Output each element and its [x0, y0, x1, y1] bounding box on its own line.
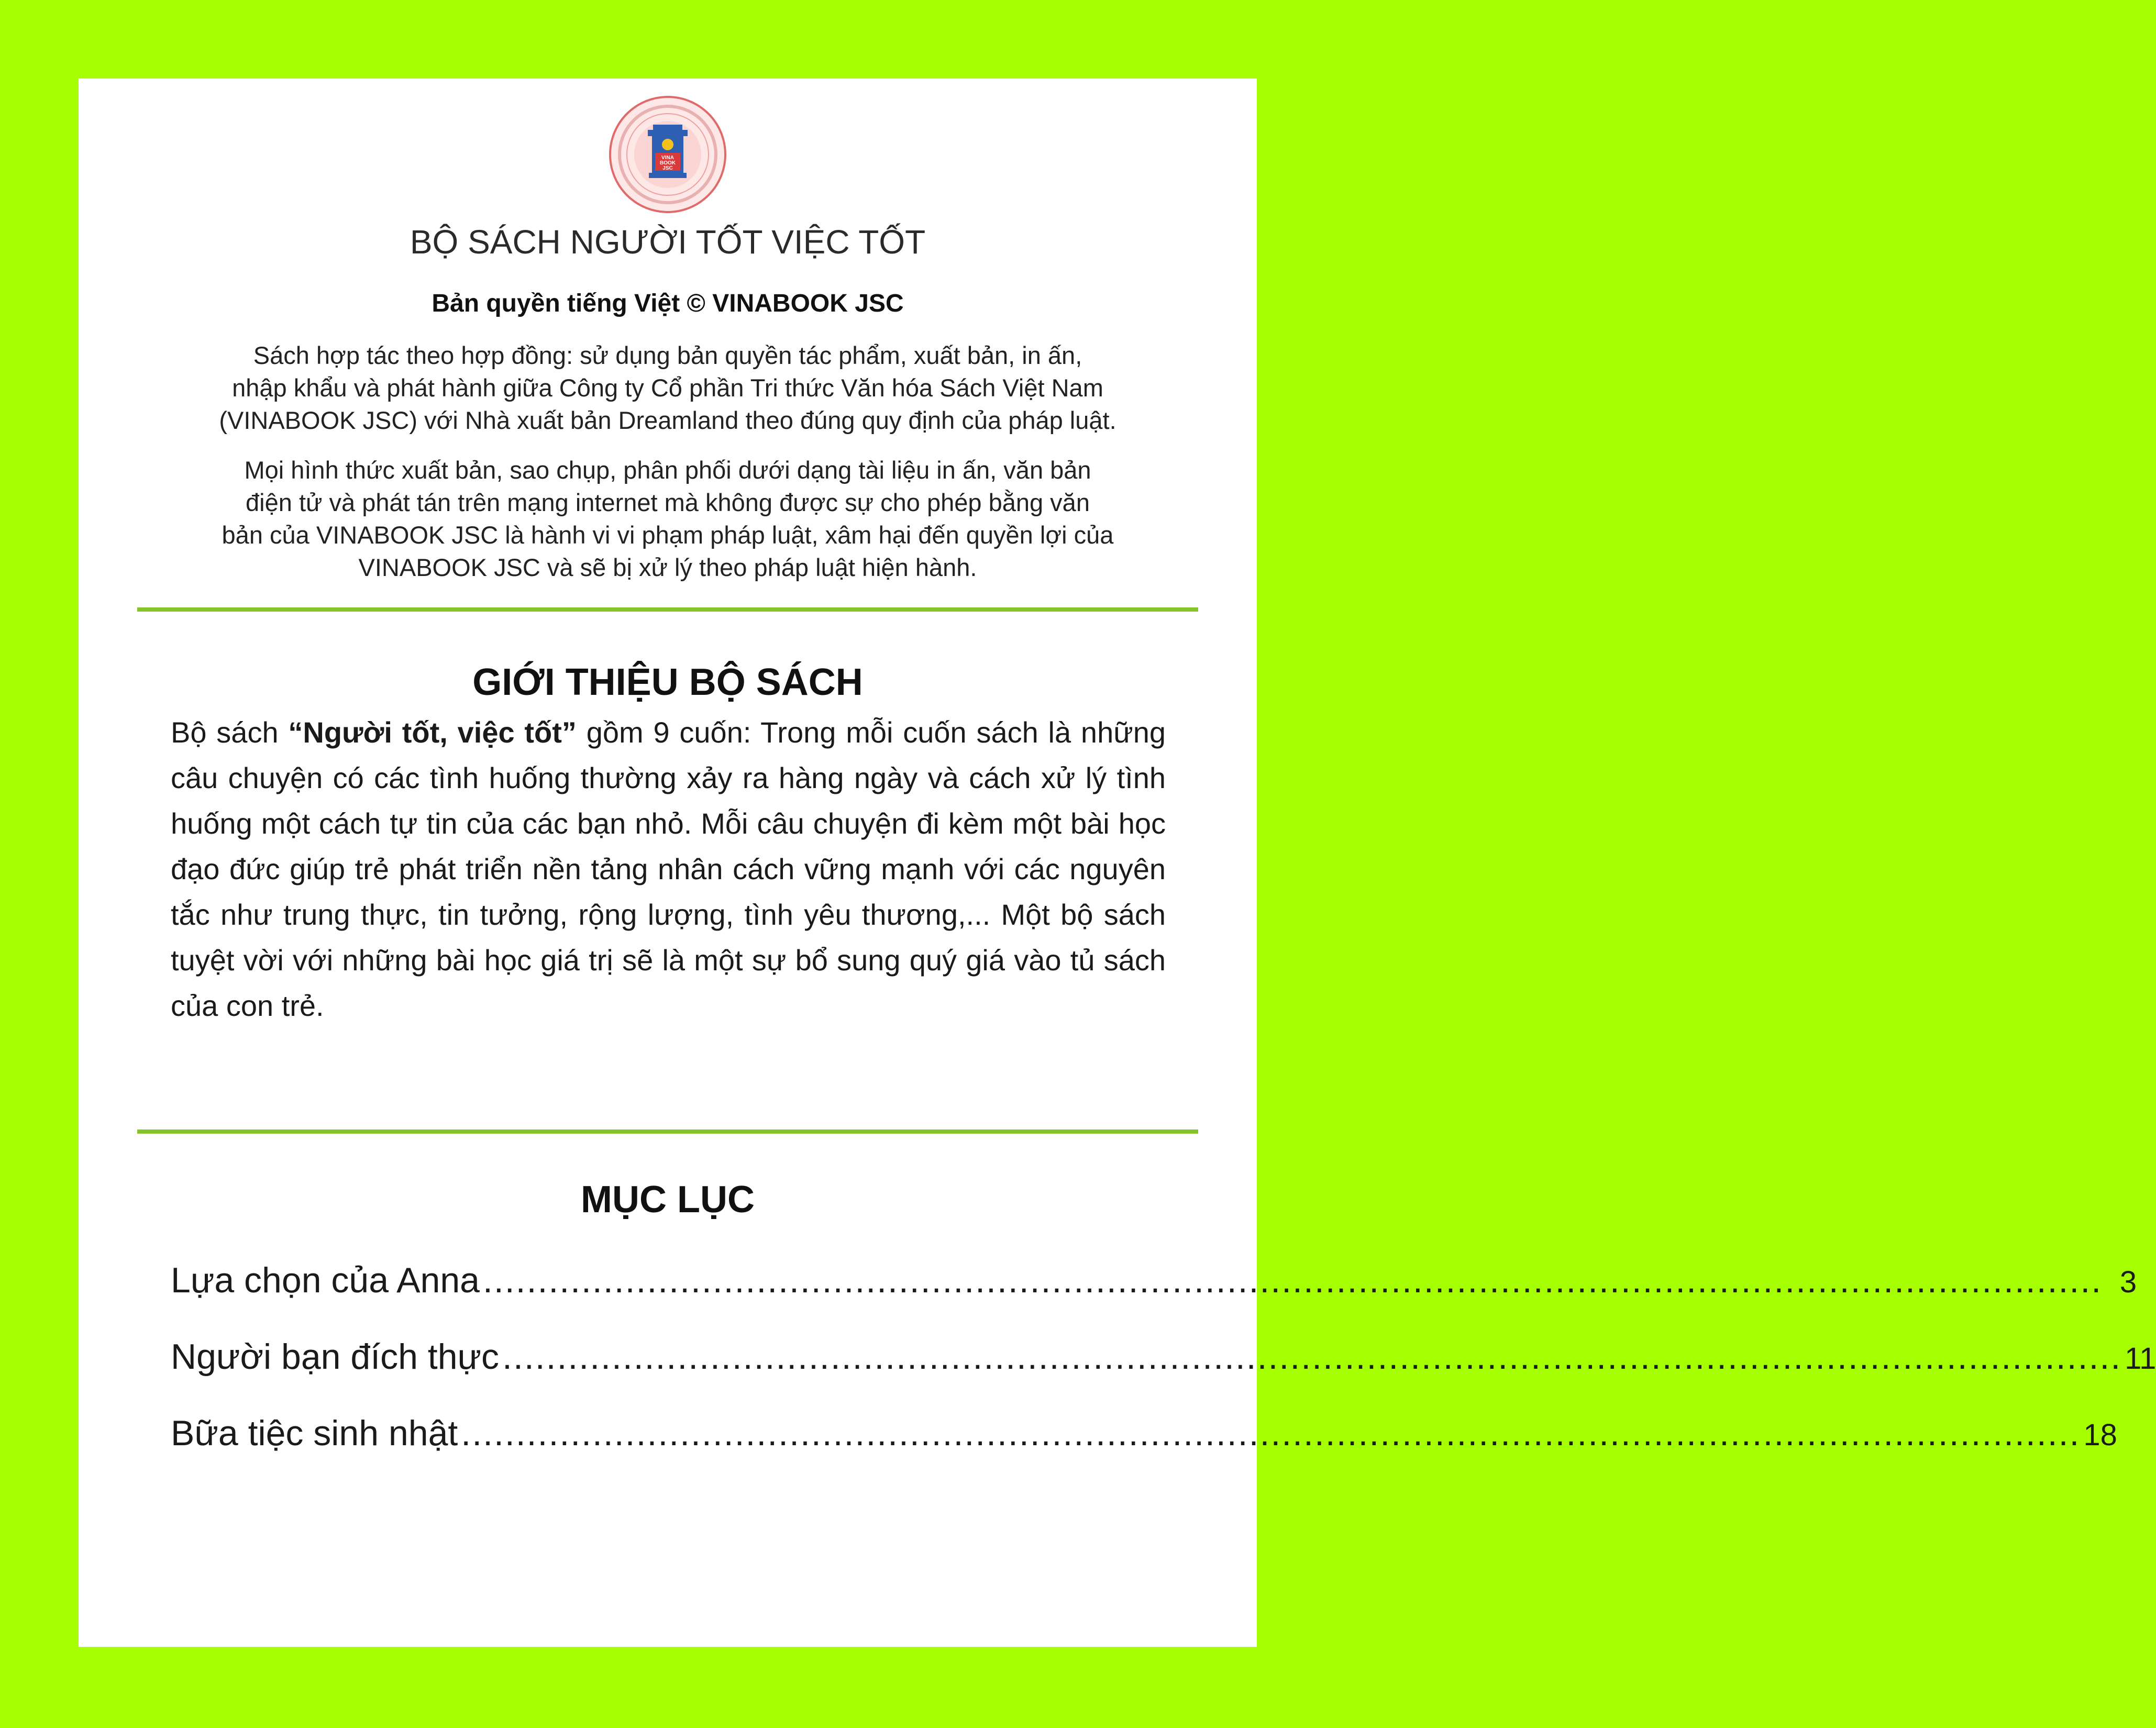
- toc-entry[interactable]: [171, 1407, 2117, 1483]
- intro-paragraph: [171, 710, 1166, 1028]
- license-paragraph: [157, 339, 1178, 437]
- logo-text-line: JSC: [662, 165, 673, 171]
- section-divider: [137, 1129, 1198, 1134]
- section-divider: [137, 607, 1198, 612]
- logo-text-line: VINA: [661, 155, 674, 161]
- warning-line: điện tử và phát tán trên mạng internet mà không được sự cho phép bằng văn: [246, 489, 1090, 516]
- warning-line: Mọi hình thức xuất bản, sao chụp, phân phối dưới dạng tài liệu in ấn, văn bản: [244, 456, 1091, 484]
- intro-text-rest: gồm 9 cuốn: Trong mỗi cuốn sách là những câu chuyện có các tình huống thường xảy ra hàng ngày và cách xử lý tình huống một cách tự tin của các bạn nhỏ. Mỗi câu chuyện đi kèm một bài học đạo đức giúp trẻ phát triển nền tảng nhân cách vững mạnh với các nguyên tắc như trung thực, tin tưởng, rộng lượng, tình yêu thương,... Một bộ sách tuyệt vời với những bài học giá trị sẽ là một sự bổ sung quý giá vào tủ sách của con trẻ.: [171, 716, 1166, 1022]
- copyright-warning-paragraph: [157, 454, 1178, 584]
- series-name-bold: “Người tốt, việc tốt”: [288, 716, 577, 749]
- toc-leader-dots: ....................................................................................................................................................: [502, 1337, 2122, 1377]
- toc-entry-title: Lựa chọn của Anna: [171, 1260, 480, 1300]
- toc-entry-title: Người bạn đích thực: [171, 1337, 500, 1377]
- vinabook-seal-icon: [605, 94, 731, 215]
- license-line: nhập khẩu và phát hành giữa Công ty Cổ phần Tri thức Văn hóa Sách Việt Nam: [232, 374, 1103, 402]
- toc-entry-title: Bữa tiệc sinh nhật: [171, 1413, 458, 1453]
- toc-leader-dots: ....................................................................................................................................................: [461, 1413, 2081, 1453]
- logo-text-line: BOOK: [660, 160, 676, 166]
- intro-text-start: Bộ sách: [171, 716, 289, 749]
- toc-entry[interactable]: [171, 1254, 2137, 1331]
- toc-entry-page: 18: [2083, 1418, 2117, 1452]
- license-line: (VINABOOK JSC) với Nhà xuất bản Dreamland theo đúng quy định của pháp luật.: [219, 406, 1116, 434]
- warning-line: VINABOOK JSC và sẽ bị xử lý theo pháp luật hiện hành.: [358, 553, 977, 581]
- intro-heading: GIỚI THIỆU BỘ SÁCH: [472, 661, 863, 703]
- warning-line: bản của VINABOOK JSC là hành vi vi phạm pháp luật, xâm hại đến quyền lợi của: [222, 521, 1114, 549]
- license-line: Sách hợp tác theo hợp đồng: sử dụng bản quyền tác phẩm, xuất bản, in ấn,: [253, 341, 1082, 369]
- series-title: BỘ SÁCH NGƯỜI TỐT VIỆC TỐT: [410, 223, 926, 261]
- table-of-contents: [171, 1254, 2156, 1483]
- toc-leader-dots: ....................................................................................................................................................: [483, 1260, 2103, 1300]
- toc-entry-page: 3: [2119, 1265, 2137, 1299]
- toc-heading: MỤC LỤC: [581, 1179, 755, 1221]
- copyright-line: Bản quyền tiếng Việt © VINABOOK JSC: [432, 290, 904, 317]
- toc-entry[interactable]: [171, 1331, 2156, 1407]
- toc-entry-page: 11: [2125, 1342, 2156, 1376]
